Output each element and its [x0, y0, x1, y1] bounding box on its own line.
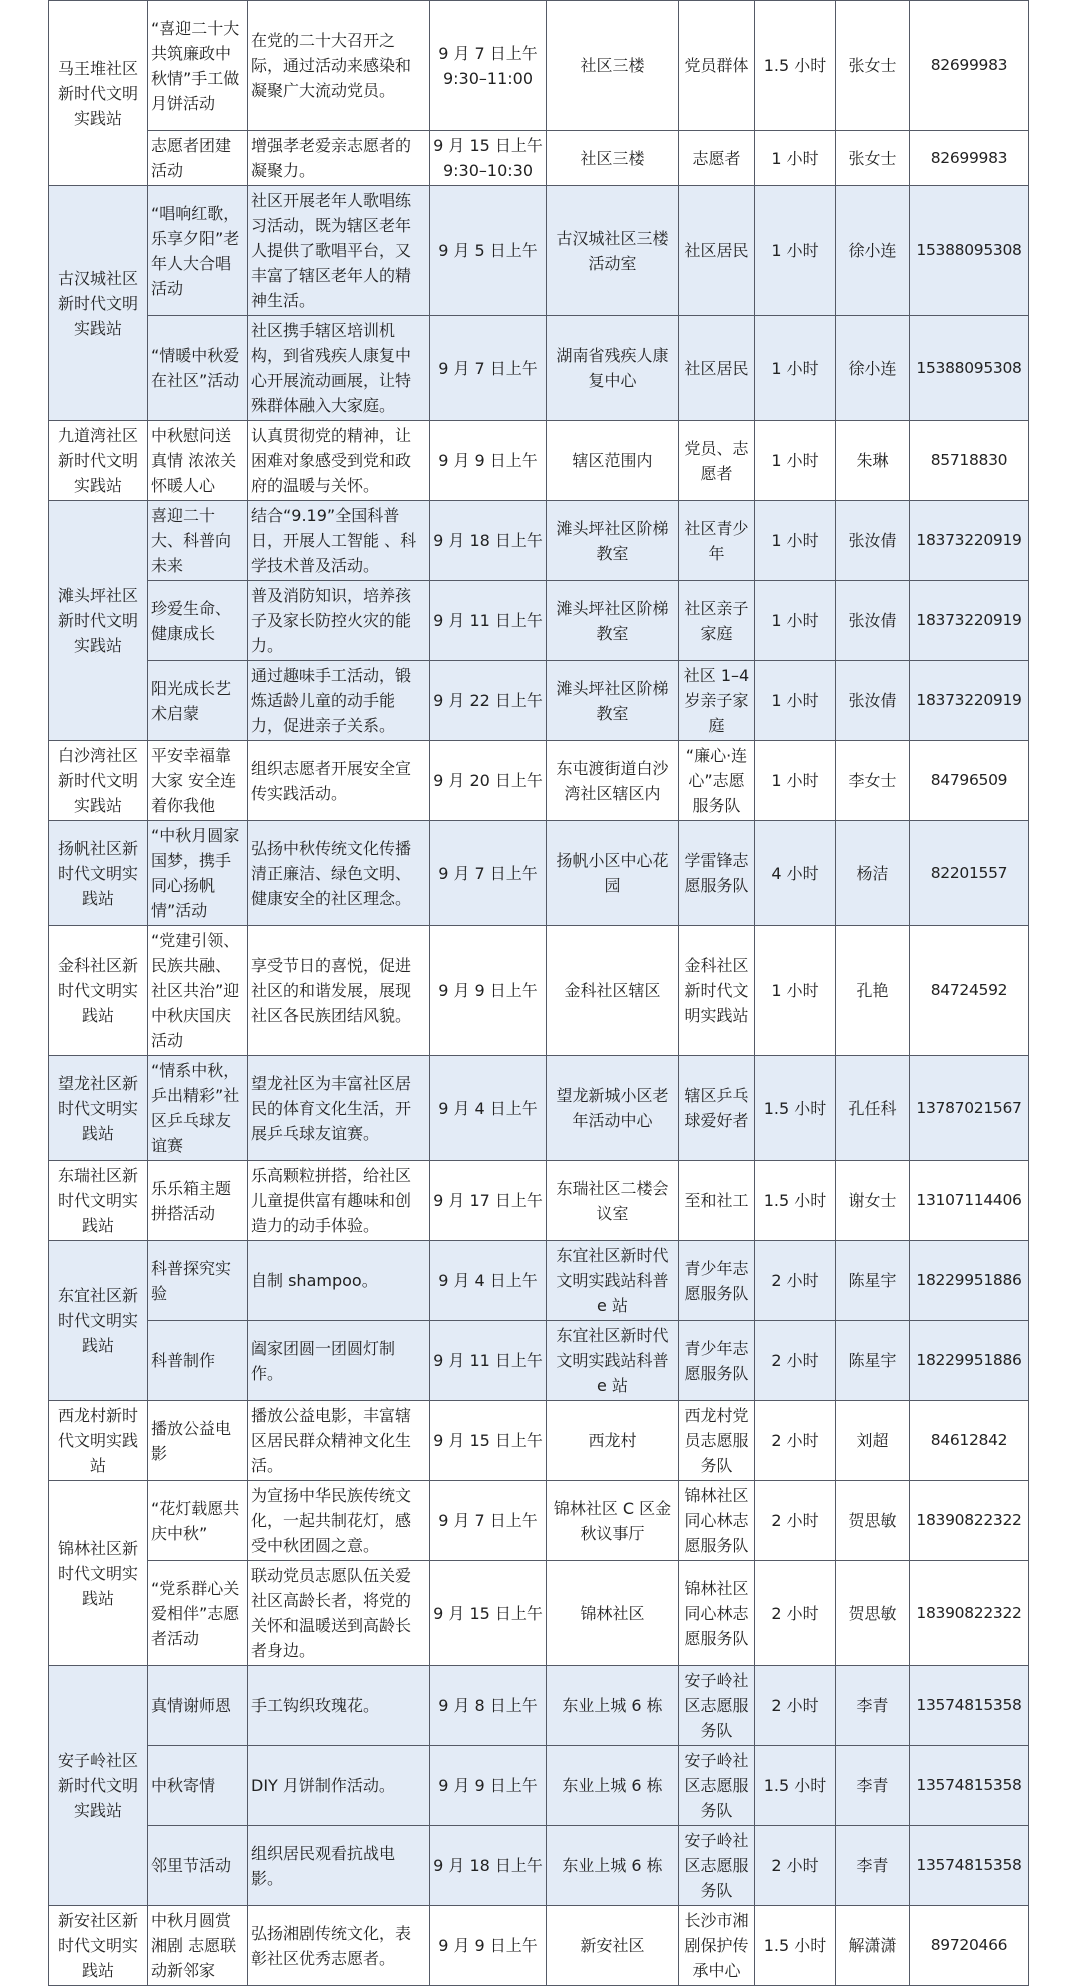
- contact-cell: 朱琳: [836, 421, 910, 501]
- target-cell: 社区 1–4 岁亲子家庭: [679, 661, 755, 741]
- activity-content-cell: 联动党员志愿队伍关爱社区高龄长者，将党的关怀和温暖送到高龄长者身边。: [248, 1561, 430, 1666]
- place-cell: 望龙新城小区老年活动中心: [547, 1056, 679, 1161]
- activity-name-cell: 志愿者团建活动: [148, 131, 248, 186]
- contact-cell: 李青: [836, 1746, 910, 1826]
- time-cell: 9 月 5 日上午: [430, 186, 547, 316]
- activity-name-cell: 真情谢师恩: [148, 1666, 248, 1746]
- contact-cell: 刘超: [836, 1401, 910, 1481]
- phone-cell: 85718830: [910, 421, 1029, 501]
- target-cell: 社区亲子家庭: [679, 581, 755, 661]
- activity-content-cell: 组织志愿者开展安全宣传实践活动。: [248, 741, 430, 821]
- place-cell: 东业上城 6 栋: [547, 1746, 679, 1826]
- activity-name-cell: 中秋慰问送真情 浓浓关怀暖人心: [148, 421, 248, 501]
- activity-content-cell: 播放公益电影，丰富辖区居民群众精神文化生活。: [248, 1401, 430, 1481]
- target-cell: 党员群体: [679, 1, 755, 131]
- activity-content-cell: 社区开展老年人歌唱练习活动，既为辖区老年人提供了歌唱平台，又丰富了辖区老年人的精神生活。: [248, 186, 430, 316]
- station-cell: 九道湾社区新时代文明实践站: [49, 421, 148, 501]
- phone-cell: 84724592: [910, 926, 1029, 1056]
- target-cell: 金科社区新时代文明实践站: [679, 926, 755, 1056]
- place-cell: 东业上城 6 栋: [547, 1826, 679, 1906]
- activity-name-cell: 平安幸福靠大家 安全连着你我他: [148, 741, 248, 821]
- phone-cell: 18229951886: [910, 1241, 1029, 1321]
- contact-cell: 张汝倩: [836, 581, 910, 661]
- activity-content-cell: 组织居民观看抗战电影。: [248, 1826, 430, 1906]
- target-cell: 学雷锋志愿服务队: [679, 821, 755, 926]
- station-cell: 金科社区新时代文明实践站: [49, 926, 148, 1056]
- activity-content-cell: 社区携手辖区培训机构，到省残疾人康复中心开展流动画展，让特殊群体融入大家庭。: [248, 316, 430, 421]
- place-cell: 东业上城 6 栋: [547, 1666, 679, 1746]
- place-cell: 辖区范围内: [547, 421, 679, 501]
- table-row: [49, 1746, 1029, 1826]
- table-row: [49, 581, 1029, 661]
- phone-cell: 18229951886: [910, 1321, 1029, 1401]
- activity-content-cell: DIY 月饼制作活动。: [248, 1746, 430, 1826]
- activity-content-cell: 在党的二十大召开之际，通过活动来感染和凝聚广大流动党员。: [248, 1, 430, 131]
- duration-cell: 1 小时: [755, 661, 836, 741]
- contact-cell: 张女士: [836, 131, 910, 186]
- activity-name-cell: 珍爱生命、健康成长: [148, 581, 248, 661]
- station-cell: 马王堆社区新时代文明实践站: [49, 1, 148, 186]
- target-cell: 安子岭社区志愿服务队: [679, 1826, 755, 1906]
- time-cell: 9 月 7 日上午: [430, 316, 547, 421]
- table-row: [49, 926, 1029, 1056]
- contact-cell: 杨洁: [836, 821, 910, 926]
- table-row: [49, 1666, 1029, 1746]
- table-row: [49, 1906, 1029, 1986]
- activity-content-cell: 为宣扬中华民族传统文化，一起共制花灯，感受中秋团圆之意。: [248, 1481, 430, 1561]
- time-cell: 9 月 11 日上午: [430, 581, 547, 661]
- phone-cell: 18373220919: [910, 581, 1029, 661]
- activity-content-cell: 增强孝老爱亲志愿者的凝聚力。: [248, 131, 430, 186]
- contact-cell: 陈星宇: [836, 1241, 910, 1321]
- contact-cell: 谢女士: [836, 1161, 910, 1241]
- activity-name-cell: 中秋寄情: [148, 1746, 248, 1826]
- duration-cell: 2 小时: [755, 1826, 836, 1906]
- target-cell: 党员、志愿者: [679, 421, 755, 501]
- phone-cell: 89720466: [910, 1906, 1029, 1986]
- activity-name-cell: “唱响红歌，乐享夕阳”老年人大合唱活动: [148, 186, 248, 316]
- phone-cell: 18373220919: [910, 501, 1029, 581]
- time-cell: 9 月 7 日上午: [430, 1481, 547, 1561]
- phone-cell: 13574815358: [910, 1746, 1029, 1826]
- contact-cell: 孔艳: [836, 926, 910, 1056]
- table-row: [49, 316, 1029, 421]
- place-cell: 社区三楼: [547, 1, 679, 131]
- time-cell: 9 月 9 日上午: [430, 926, 547, 1056]
- table-row: [49, 1481, 1029, 1561]
- station-cell: 古汉城社区新时代文明实践站: [49, 186, 148, 421]
- place-cell: 古汉城社区三楼活动室: [547, 186, 679, 316]
- duration-cell: 2 小时: [755, 1241, 836, 1321]
- station-cell: 扬帆社区新时代文明实践站: [49, 821, 148, 926]
- phone-cell: 18390822322: [910, 1561, 1029, 1666]
- time-cell: 9 月 9 日上午: [430, 1906, 547, 1986]
- time-cell: 9 月 18 日上午: [430, 1826, 547, 1906]
- target-cell: 锦林社区同心林志愿服务队: [679, 1561, 755, 1666]
- phone-cell: 13107114406: [910, 1161, 1029, 1241]
- table-row: [49, 1161, 1029, 1241]
- place-cell: 东宜社区新时代文明实践站科普 e 站: [547, 1321, 679, 1401]
- time-cell: 9 月 7 日上午 9:30–11:00: [430, 1, 547, 131]
- activity-content-cell: 普及消防知识，培养孩子及家长防控火灾的能力。: [248, 581, 430, 661]
- duration-cell: 1.5 小时: [755, 1, 836, 131]
- target-cell: 青少年志愿服务队: [679, 1321, 755, 1401]
- place-cell: 湖南省残疾人康复中心: [547, 316, 679, 421]
- phone-cell: 84796509: [910, 741, 1029, 821]
- duration-cell: 1 小时: [755, 926, 836, 1056]
- duration-cell: 1.5 小时: [755, 1056, 836, 1161]
- contact-cell: 陈星宇: [836, 1321, 910, 1401]
- station-cell: 白沙湾社区新时代文明实践站: [49, 741, 148, 821]
- station-cell: 新安社区新时代文明实践站: [49, 1906, 148, 1986]
- activity-name-cell: 阳光成长艺术启蒙: [148, 661, 248, 741]
- place-cell: 金科社区辖区: [547, 926, 679, 1056]
- target-cell: 至和社工: [679, 1161, 755, 1241]
- time-cell: 9 月 18 日上午: [430, 501, 547, 581]
- time-cell: 9 月 22 日上午: [430, 661, 547, 741]
- activity-name-cell: 乐乐箱主题拼搭活动: [148, 1161, 248, 1241]
- contact-cell: 解潇潇: [836, 1906, 910, 1986]
- table-row: [49, 1321, 1029, 1401]
- target-cell: 社区青少年: [679, 501, 755, 581]
- time-cell: 9 月 7 日上午: [430, 821, 547, 926]
- station-cell: 安子岭社区新时代文明实践站: [49, 1666, 148, 1906]
- time-cell: 9 月 9 日上午: [430, 1746, 547, 1826]
- table-row: [49, 1826, 1029, 1906]
- activity-name-cell: “情系中秋，乒出精彩”社区乒乓球友谊赛: [148, 1056, 248, 1161]
- contact-cell: 张女士: [836, 1, 910, 131]
- phone-cell: 18373220919: [910, 661, 1029, 741]
- phone-cell: 82201557: [910, 821, 1029, 926]
- time-cell: 9 月 15 日上午: [430, 1401, 547, 1481]
- time-cell: 9 月 4 日上午: [430, 1056, 547, 1161]
- contact-cell: 李青: [836, 1666, 910, 1746]
- target-cell: 西龙村党员志愿服务队: [679, 1401, 755, 1481]
- table-row: [49, 1056, 1029, 1161]
- time-cell: 9 月 17 日上午: [430, 1161, 547, 1241]
- station-cell: 望龙社区新时代文明实践站: [49, 1056, 148, 1161]
- place-cell: 东宜社区新时代文明实践站科普 e 站: [547, 1241, 679, 1321]
- place-cell: 社区三楼: [547, 131, 679, 186]
- target-cell: 长沙市湘剧保护传承中心: [679, 1906, 755, 1986]
- duration-cell: 1.5 小时: [755, 1906, 836, 1986]
- target-cell: 社区居民: [679, 316, 755, 421]
- time-cell: 9 月 11 日上午: [430, 1321, 547, 1401]
- contact-cell: 李女士: [836, 741, 910, 821]
- table-row: [49, 1, 1029, 131]
- activity-content-cell: 乐高颗粒拼搭，给社区儿童提供富有趣味和创造力的动手体验。: [248, 1161, 430, 1241]
- table-row: [49, 741, 1029, 821]
- time-cell: 9 月 20 日上午: [430, 741, 547, 821]
- activity-content-cell: 阖家团圆一团圆灯制作。: [248, 1321, 430, 1401]
- duration-cell: 1 小时: [755, 501, 836, 581]
- duration-cell: 2 小时: [755, 1481, 836, 1561]
- table-row: [49, 186, 1029, 316]
- table-row: [49, 421, 1029, 501]
- phone-cell: 13787021567: [910, 1056, 1029, 1161]
- target-cell: 社区居民: [679, 186, 755, 316]
- phone-cell: 84612842: [910, 1401, 1029, 1481]
- activity-name-cell: “党系群心关爱相伴”志愿者活动: [148, 1561, 248, 1666]
- activity-content-cell: 享受节日的喜悦，促进社区的和谐发展，展现社区各民族团结风貌。: [248, 926, 430, 1056]
- activity-name-cell: “情暖中秋爱在社区”活动: [148, 316, 248, 421]
- station-cell: 锦林社区新时代文明实践站: [49, 1481, 148, 1666]
- place-cell: 新安社区: [547, 1906, 679, 1986]
- place-cell: 东瑞社区二楼会议室: [547, 1161, 679, 1241]
- target-cell: 安子岭社区志愿服务队: [679, 1666, 755, 1746]
- time-cell: 9 月 4 日上午: [430, 1241, 547, 1321]
- phone-cell: 15388095308: [910, 316, 1029, 421]
- contact-cell: 贺思敏: [836, 1561, 910, 1666]
- table-row: [49, 131, 1029, 186]
- duration-cell: 1 小时: [755, 131, 836, 186]
- target-cell: 辖区乒乓球爱好者: [679, 1056, 755, 1161]
- place-cell: 滩头坪社区阶梯教室: [547, 661, 679, 741]
- target-cell: 安子岭社区志愿服务队: [679, 1746, 755, 1826]
- activity-name-cell: “喜迎二十大共筑廉政中秋情”手工做月饼活动: [148, 1, 248, 131]
- activity-content-cell: 通过趣味手工活动，锻炼适龄儿童的动手能力，促进亲子关系。: [248, 661, 430, 741]
- phone-cell: 15388095308: [910, 186, 1029, 316]
- target-cell: “廉心·连心”志愿服务队: [679, 741, 755, 821]
- contact-cell: 徐小连: [836, 316, 910, 421]
- contact-cell: 李青: [836, 1826, 910, 1906]
- table-row: [49, 821, 1029, 926]
- contact-cell: 孔任科: [836, 1056, 910, 1161]
- activity-name-cell: 中秋月圆赏湘剧 志愿联动新邻家: [148, 1906, 248, 1986]
- time-cell: 9 月 15 日上午: [430, 1561, 547, 1666]
- activity-content-cell: 结合“9.19”全国科普日，开展人工智能 、科学技术普及活动。: [248, 501, 430, 581]
- duration-cell: 2 小时: [755, 1561, 836, 1666]
- activity-content-cell: 弘扬中秋传统文化传播清正廉洁、绿色文明、健康安全的社区理念。: [248, 821, 430, 926]
- activity-name-cell: 播放公益电影: [148, 1401, 248, 1481]
- contact-cell: 徐小连: [836, 186, 910, 316]
- duration-cell: 1.5 小时: [755, 1161, 836, 1241]
- activity-content-cell: 自制 shampoo。: [248, 1241, 430, 1321]
- contact-cell: 贺思敏: [836, 1481, 910, 1561]
- contact-cell: 张汝倩: [836, 661, 910, 741]
- duration-cell: 1 小时: [755, 186, 836, 316]
- activity-content-cell: 望龙社区为丰富社区居民的体育文化生活，开展乒乓球友谊赛。: [248, 1056, 430, 1161]
- target-cell: 志愿者: [679, 131, 755, 186]
- duration-cell: 2 小时: [755, 1401, 836, 1481]
- activity-name-cell: “花灯载愿共庆中秋”: [148, 1481, 248, 1561]
- time-cell: 9 月 9 日上午: [430, 421, 547, 501]
- station-cell: 东瑞社区新时代文明实践站: [49, 1161, 148, 1241]
- activity-schedule-table: [48, 0, 1029, 1986]
- table-row: [49, 501, 1029, 581]
- activity-name-cell: 邻里节活动: [148, 1826, 248, 1906]
- station-cell: 滩头坪社区新时代文明实践站: [49, 501, 148, 741]
- table-row: [49, 1241, 1029, 1321]
- time-cell: 9 月 15 日上午 9:30–10:30: [430, 131, 547, 186]
- phone-cell: 18390822322: [910, 1481, 1029, 1561]
- activity-name-cell: 科普探究实验: [148, 1241, 248, 1321]
- duration-cell: 1 小时: [755, 581, 836, 661]
- phone-cell: 13574815358: [910, 1826, 1029, 1906]
- activity-name-cell: “中秋月圆家国梦，携手同心扬帆情”活动: [148, 821, 248, 926]
- contact-cell: 张汝倩: [836, 501, 910, 581]
- phone-cell: 82699983: [910, 1, 1029, 131]
- place-cell: 扬帆小区中心花园: [547, 821, 679, 926]
- place-cell: 滩头坪社区阶梯教室: [547, 501, 679, 581]
- time-cell: 9 月 8 日上午: [430, 1666, 547, 1746]
- activity-content-cell: 手工钩织玫瑰花。: [248, 1666, 430, 1746]
- duration-cell: 2 小时: [755, 1666, 836, 1746]
- place-cell: 滩头坪社区阶梯教室: [547, 581, 679, 661]
- place-cell: 锦林社区 C 区金秋议事厅: [547, 1481, 679, 1561]
- activity-content-cell: 认真贯彻党的精神，让困难对象感受到党和政府的温暖与关怀。: [248, 421, 430, 501]
- duration-cell: 1 小时: [755, 316, 836, 421]
- activity-name-cell: “党建引领、民族共融、社区共治”迎中秋庆国庆活动: [148, 926, 248, 1056]
- table-row: [49, 1401, 1029, 1481]
- place-cell: 锦林社区: [547, 1561, 679, 1666]
- table-row: [49, 1561, 1029, 1666]
- duration-cell: 4 小时: [755, 821, 836, 926]
- place-cell: 西龙村: [547, 1401, 679, 1481]
- duration-cell: 1 小时: [755, 741, 836, 821]
- station-cell: 西龙村新时代文明实践站: [49, 1401, 148, 1481]
- duration-cell: 2 小时: [755, 1321, 836, 1401]
- target-cell: 青少年志愿服务队: [679, 1241, 755, 1321]
- duration-cell: 1.5 小时: [755, 1746, 836, 1826]
- activity-name-cell: 喜迎二十大、科普向未来: [148, 501, 248, 581]
- phone-cell: 13574815358: [910, 1666, 1029, 1746]
- duration-cell: 1 小时: [755, 421, 836, 501]
- target-cell: 锦林社区同心林志愿服务队: [679, 1481, 755, 1561]
- table-row: [49, 661, 1029, 741]
- activity-content-cell: 弘扬湘剧传统文化，表彰社区优秀志愿者。: [248, 1906, 430, 1986]
- phone-cell: 82699983: [910, 131, 1029, 186]
- activity-name-cell: 科普制作: [148, 1321, 248, 1401]
- station-cell: 东宜社区新时代文明实践站: [49, 1241, 148, 1401]
- place-cell: 东屯渡街道白沙湾社区辖区内: [547, 741, 679, 821]
